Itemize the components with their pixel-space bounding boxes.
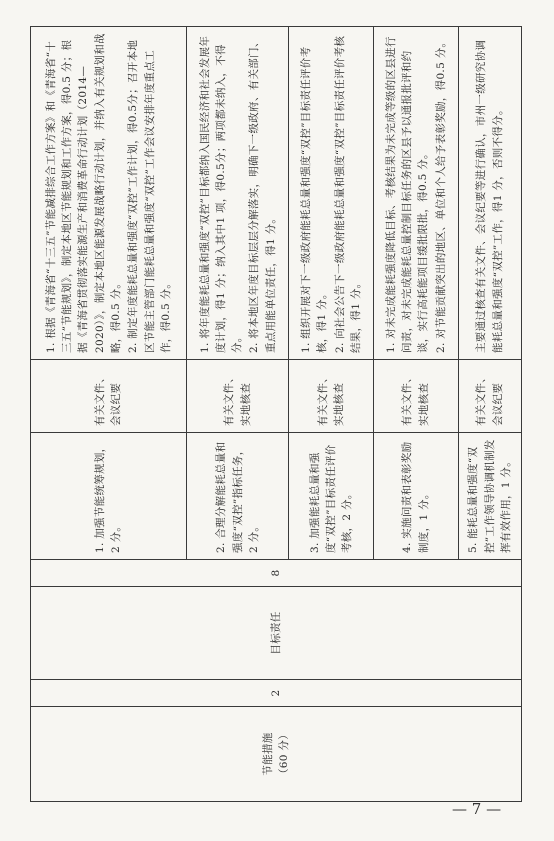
subcategory-score: 8 [31,560,522,587]
content-cell: 5. 能耗总量和强度“双控”工作领导协调机制发挥有效作用，1 分。 [458,433,521,560]
criteria-item: 1. 根据《青海省“十三五”节能减排综合工作方案》和《青海省“十三五”节能规划》，制定本地区节能规划和工作方案，得0.5 分；根据《青海省贯彻落实能源生产和消费革命行动计划（2014—2020）》，制定本地区能源发展战略行动计划，并纳入有关规划和战略，得0.5 分。 [44,33,122,353]
method-cell: 有关文件、实地核查 [289,360,374,433]
criteria-cell [373,27,458,360]
content-cell: 3. 加强能耗总量和强度“双控”目标责任评价考核，2 分。 [289,433,374,560]
criteria-cell [289,27,374,360]
method-cell: 有关文件、实地核查 [186,360,288,433]
subcategory-label: 目标责任 [31,587,522,680]
category-score: 2 [31,680,522,707]
criteria-cell [31,27,187,360]
category-cell [31,707,522,802]
content-cell: 2. 合理分解能耗总量和强度“双控”指标任务，2 分。 [186,433,288,560]
category-title: 节能措施 [261,732,274,776]
method-cell: 有关文件、会议纪要 [31,360,187,433]
criteria-item: 2. 对节能贡献突出的地区、单位和个人给予表彰奖励，得0.5 分。 [434,36,447,353]
method-cell: 有关文件、实地核查 [373,360,458,433]
content-cell: 1. 加强节能统筹规划，2 分。 [31,433,187,560]
criteria-cell [458,27,521,360]
criteria-item: 1. 组织开展对下一级政府能耗总量和强度“双控”目标责任评价考核，得1 分。 [300,46,329,353]
content-cell: 4. 实施问责和表彰奖励制度，1 分。 [373,433,458,560]
rotated-table-wrapper [30,26,522,802]
rotated-table-sheet [30,26,522,802]
criteria-item: 1. 将年度能耗总量和强度“双控”目标都纳入国民经济和社会发展年度计划，得1 分；纳入其中1 项，得0.5分；两项都未纳入，不得分。 [198,35,244,353]
page-number: — 7 — [452,800,502,818]
method-cell: 有关文件、会议纪要 [458,360,521,433]
category-points: （60 分） [278,729,290,779]
criteria-item: 2. 将本地区年度目标层层分解落实，明确下一级政府、有关部门、重点用能单位责任，得1 分。 [248,36,277,353]
criteria-item: 主要通过核查有关文件、会议纪要等进行确认，市州一级研究协调能耗总量和强度“双控”工作，得1 分，否则不得分。 [475,39,504,353]
criteria-item: 1. 对未完成能耗强度降低目标、考核结果为未完成等级的区县进行问责，对未完成能耗总量控制目标任务的区县予以通报批评和约谈，实行高耗能项目缓批限批，得0.5 分。 [384,36,430,353]
table-row [31,27,187,802]
criteria-item: 2. 制定年度能耗总量和强度“双控”工作计划，得0.5分；召开本地区节能主管部门能耗总量和强度“双控”工作会议安排年度重点工作，得0.5 分。 [127,39,172,353]
assessment-table [30,26,522,802]
criteria-cell [186,27,288,360]
criteria-item: 2. 向社会公告下一级政府能耗总量和强度“双控”目标责任评价考核结果，得1 分。 [333,35,362,353]
